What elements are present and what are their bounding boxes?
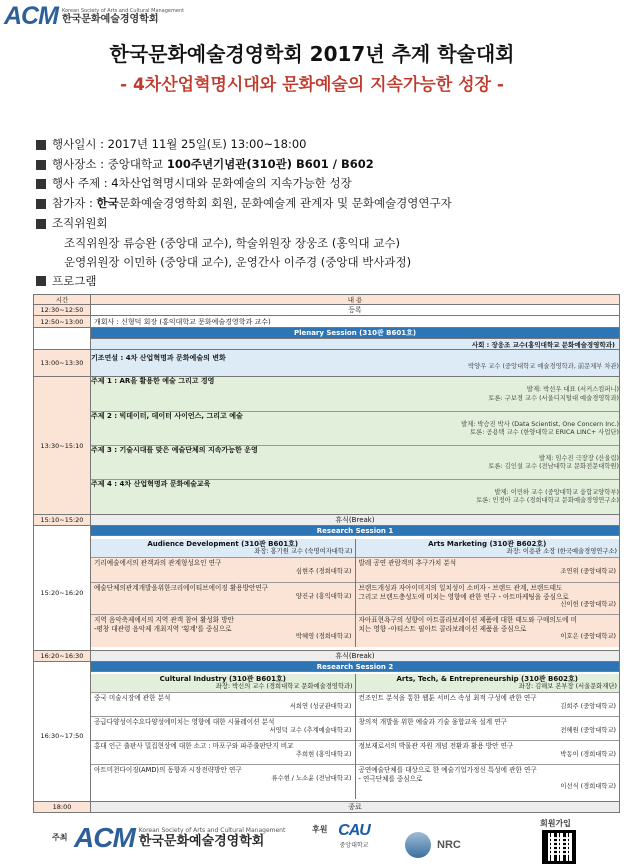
- list-item: 컨조인트 분석을 통한 웹툰 서비스 속성 최적 구성에 관한 연구 김희주 (중앙대학교): [356, 693, 620, 717]
- sponsor-label: 후원: [312, 825, 328, 834]
- list-item: 정보재로서의 박물관 자원 개념 전환과 활용 방안 연구 박동이 (경희대학교): [356, 741, 620, 765]
- header-logo: [4, 4, 184, 29]
- list-item: 주제 2 : 빅데이터, 데이터 사이언스, 그리고 예술 발제: 박승진 박사 (Data Scientist, One Concern Inc.) 토론: 공용택 교수 (한양대학교 ERICA LINC+ 사업단): [91, 411, 619, 445]
- qr-code-icon[interactable]: [542, 830, 576, 864]
- table-row: 12:50~13:00 개회사 : 신형덕 회장 (홍익대학교 문화예술경영학과 교수): [34, 316, 620, 328]
- info-date: 행사일시 : 2017년 11월 25일(토) 13:00~18:00: [36, 135, 616, 155]
- host-label: 주최: [52, 833, 68, 842]
- rs2-left-track: Cultural Industry (310관 B601호) 좌장: 박신의 교수 (경희대학교 문화예술경영학과): [91, 674, 355, 693]
- table-header-row: [34, 295, 620, 305]
- list-item: 중국 미술시장에 관한 분석 서희연 (성균관대학교): [91, 693, 355, 717]
- page-title: 한국문화예술경영학회 2017년 추계 학술대회: [109, 42, 515, 66]
- break-row: 16:20~16:30 휴식(Break): [34, 651, 620, 662]
- list-item: 주제 1 : AR을 활용한 예술 그리고 경영 발제: 박선우 대표 (서커스컴퍼니) 토론: 구보경 교수 (서울디지털대 예술경영학과): [91, 377, 619, 411]
- acm-logo-mark: ACM: [4, 2, 58, 30]
- list-item: 아트미천다이징(AMD)의 동향과 시장전략방안 연구 류수현 / 노소윤 (전남대학교): [91, 765, 355, 799]
- info-theme: 행사 주제 : 4차산업혁명시대와 문화예술의 지속가능한 성장: [36, 174, 616, 194]
- list-item: 브랜드개성과 자아이미지의 일치성이 소비자 - 브랜드 관계, 브랜드태도 그리고 브랜드충성도에 미치는 영향에 관한 연구 - 아트마케팅을 중심으로 신이헌 (중앙대학교): [356, 583, 620, 615]
- list-item: 지역 음악축제에서의 지역 관객 참여 활성화 방안 -평창 대관령 음악제 개최지역 '횡계'를 중심으로 박혜영 (경희대학교): [91, 615, 355, 647]
- nrc-emblem-icon: [405, 832, 431, 858]
- col-content-header: 내 용: [91, 295, 620, 305]
- list-item: 주제 4 : 4차 산업혁명과 문화예술교육 발제: 이민하 교수 (중앙대학교 융합교양학부) 토론: 민정아 교수 (경희대학교 문화예술경영연구소): [91, 479, 619, 505]
- rs1-left-track: Audience Development (310관 B601호) 좌장: 홍기원 교수 (숙명여자대학교): [91, 539, 355, 558]
- keynote-title: 기조연설 : 4차 산업혁명과 문화예술의 변화: [91, 354, 226, 363]
- bullet-square-icon: [36, 160, 46, 170]
- rs2-right-track: Arts, Tech, & Entrepreneurship (310관 B602호) 좌장: 김해보 본부장 (서울문화재단): [356, 674, 620, 693]
- list-item: 창의적 개발을 위한 예술과 기술 융합교육 설계 연구 전혜원 (중앙대학교): [356, 717, 620, 741]
- bullet-square-icon: [36, 219, 46, 229]
- closing-row: 18:00 종료: [34, 802, 620, 813]
- plenary-session-title: Plenary Session (310관 B601호): [91, 328, 620, 339]
- list-item: 자아표현욕구의 성향이 아트콜라보레이션 제품에 대한 태도와 구매의도에 미 치는 영향 -아티스트 필아트 콜라보레이션 제품을 중심으로 이호은 (중앙대학교): [356, 615, 620, 647]
- committee-line-2: 운영위원장 이민하 (중앙대 교수), 운영간사 이주경 (중앙대 박사과정): [64, 255, 412, 270]
- program-schedule-table: [33, 294, 620, 813]
- info-place: 행사장소 : 중앙대학교 100주년기념관(310관) B601 / B602: [36, 155, 616, 175]
- host-logo: ACM Korean Society of Arts and Cultural Management 한국문화예술경영학회: [74, 822, 286, 853]
- list-item: 공연예술단체를 대상으로 한 예술기업가정신 특성에 관한 연구 - 연극단체를 중심으로 이선식 (경희대학교): [356, 765, 620, 799]
- page-subtitle: - 4차산업혁명시대와 문화예술의 지속가능한 성장 -: [120, 75, 504, 95]
- bullet-square-icon: [36, 199, 46, 209]
- logo-english-name: Korean Society of Arts and Cultural Management: [61, 7, 185, 14]
- table-row: 12:30~12:50 등록: [34, 305, 620, 316]
- research-session-2-header: Research Session 2: [34, 662, 620, 672]
- acm-logo-mark: ACM: [74, 822, 135, 853]
- topics-row: 13:30~15:10 주제 1 : AR을 활용한 예술 그리고 경영 발제: 박선우 대표 (서커스컴퍼니) 토론: 구보경 교수 (서울디지털대 예술경영학과) 주제 2 : 빅데이터, 데이터 사이언스, 그리고 예술 발제: 박승진 박사 (Data Scientist, One Concern Inc.) 토론: 공용택 교수 (한양대학교 ERICA LINC+ 사업단) 주제 3 : 기술시대를 맞은 예술단체의 지속가능한 운영 발제: 임수진 극장장 (산울림) 토론: 김인설 교수 (전남대학교 문화전문대학원) 주제 4 : 4차 산업혁명과 문화예술교육 발제: 이민하 교수 (중앙대학교 융합교양학부) 토론: 민정아 교수 (경희대학교 문화예술경영연구소): [34, 377, 620, 515]
- rs1-right-track: Arts Marketing (310관 B602호) 좌장: 이용관 소장 (한국예술경영연구소): [356, 539, 620, 558]
- info-attendees: 참가자 : 한국 문화예술경영학회 회원, 문화예술계 관계자 및 문화예술경영연구자: [36, 194, 616, 214]
- list-item: 발레 공연 관람객의 추구가치 분석 조연위 (중앙대학교): [356, 558, 620, 583]
- info-committee: 조직위원회: [36, 214, 616, 234]
- committee-line-1: 조직위원장 류승완 (중앙대 교수), 학술위원장 장웅조 (홍익대 교수): [64, 235, 401, 250]
- footer: [0, 818, 624, 864]
- col-time-header: 시간: [34, 295, 91, 305]
- cau-logo: CAU 중앙대학교: [338, 822, 370, 849]
- bullet-square-icon: [36, 140, 46, 150]
- program-heading: 프로그램: [36, 273, 96, 289]
- keynote-speaker: 박양우 교수 (중앙대학교 예술경영학과, 前문체부 차관): [468, 363, 619, 371]
- bullet-square-icon: [36, 179, 46, 189]
- join-label: 회원가입: [540, 819, 571, 828]
- list-item: 홍대 인근 출판사 밀집현상에 대한 소고 : 마포구와 파주출판단지 비교 추희현 (홍익대학교): [91, 741, 355, 765]
- list-item: 주제 3 : 기술시대를 맞은 예술단체의 지속가능한 운영 발제: 임수진 극장장 (산울림) 토론: 김인설 교수 (전남대학교 문화전문대학원): [91, 445, 619, 479]
- logo-korean-name: 한국문화예술경영학회: [61, 13, 159, 25]
- nrc-logo: NRC: [405, 832, 461, 858]
- research-session-1-header: Research Session 1: [34, 526, 620, 536]
- plenary-chair: 사회 : 장웅조 교수(홍익대학교 문화예술경영학과): [91, 339, 620, 350]
- bullet-square-icon: [36, 276, 46, 286]
- list-item: 공급다양성이수요다양성에미치는 영향에 대한 시뮬레이션 분석 서영덕 교수 (추계예술대학교): [91, 717, 355, 741]
- keynote-row: 13:00~13:30 기조연설 : 4차 산업혁명과 문화예술의 변화 박양우 교수 (중앙대학교 예술경영학과, 前문체부 차관): [34, 350, 620, 377]
- research-session-1-row: 15:20~16:20 Audience Development (310관 B601호) 좌장: 홍기원 교수 (숙명여자대학교) 기리예술에서의 관객과의 관계형성요인 연구 심현주 (경희대학교) 예술단체의관계개발을위한크리에이티브에이징 활용방안연구 양진규 (홍익대학교) 지역 음악축제에서의 지역 관객 참여 활성화 방안 -평창 대관령 음악제 개최지역 '횡계'를 중심으로 박혜영 (경희대학교) Arts Marketing (310관 B602호) 좌장: 이용관 소장 (한국예술경영연구소) 발레 공연 관람객의 추구가치 분석 조연위 (중앙대학교) 브랜드개성과 자아이미지의 일치성이 소비자 - 브랜드 관계, 브랜드태도 그리고 브랜드충성도에 미치는 영향에 관한 연구 - 아트마케팅을 중심으로 신이헌 (중앙대학교) 자아표현욕구의 성향이 아트콜라보레이션 제품에 대한 태도와 구매의도에 미 치는 영향 -아티스트 필아트 콜라보레이션 제품을 중심으로 이호은 (중앙대학교): [34, 536, 620, 651]
- list-item: 예술단체의관계개발을위한크리에이티브에이징 활용방안연구 양진규 (홍익대학교): [91, 583, 355, 615]
- plenary-header-row: [34, 328, 620, 339]
- list-item: 기리예술에서의 관객과의 관계형성요인 연구 심현주 (경희대학교): [91, 558, 355, 583]
- event-info: [36, 135, 616, 273]
- research-session-2-row: 16:30~17:50 Cultural Industry (310관 B601호) 좌장: 박신의 교수 (경희대학교 문화예술경영학과) 중국 미술시장에 관한 분석 서희연 (성균관대학교) 공급다양성이수요다양성에미치는 영향에 대한 시뮬레이션 분석 서영덕 교수 (추계예술대학교) 홍대 인근 출판사 밀집현상에 대한 소고 : 마포구와 파주출판단지 비교 추희현 (홍익대학교) 아트미천다이징(AMD)의 동향과 시장전략방안 연구 류수현 / 노소윤 (전남대학교) Arts, Tech, & Entrepreneurship (310관 B602호) 좌장: 김해보 본부장 (서울문화재단) 컨조인트 분석을 통한 웹툰 서비스 속성 최적 구성에 관한 연구 김희주 (중앙대학교) 창의적 개발을 위한 예술과 기술 융합교육 설계 연구 전혜원 (중앙대학교) 정보재로서의 박물관 자원 개념 전환과 활용 방안 연구 박동이 (경희대학교) 공연예술단체를 대상으로 한 예술기업가정신 특성에 관한 연구 - 연극단체를 중심으로 이선식 (경희대학교): [34, 672, 620, 802]
- break-row: 15:10~15:20 휴식(Break): [34, 515, 620, 526]
